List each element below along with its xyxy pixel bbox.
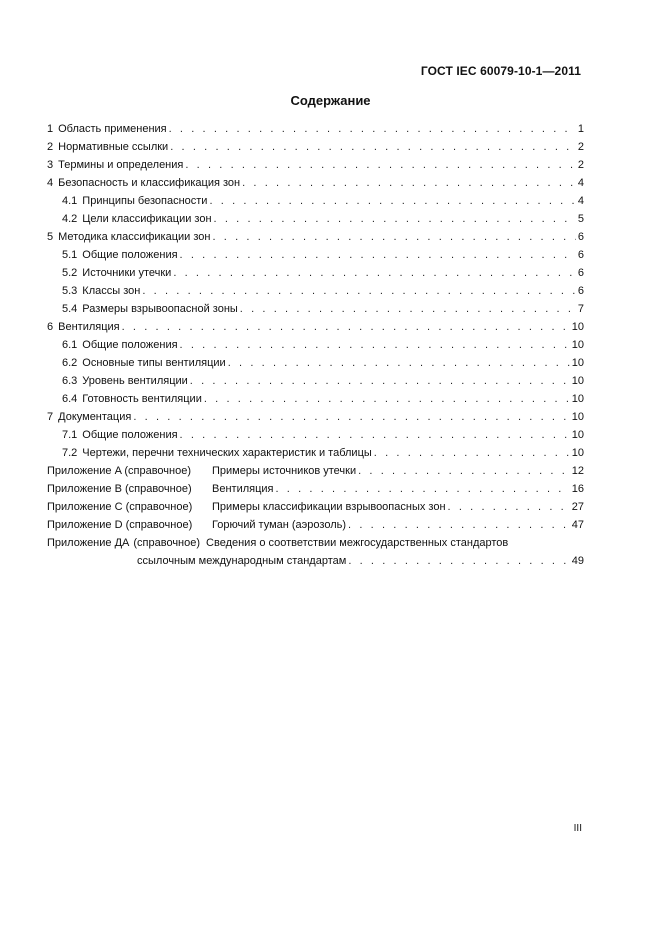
toc-entry-number: 6.3: [62, 375, 78, 387]
toc-entry: [47, 156, 584, 174]
toc-entry: [47, 408, 584, 426]
toc-entry: [47, 228, 584, 246]
appendix-title-line1: Сведения о соответствии межгосударственных стандартов: [206, 537, 509, 549]
toc-entry-number: 5.2: [62, 267, 78, 279]
toc-entry-title: Вентиляция: [58, 321, 120, 333]
toc-leader-dots: [180, 336, 570, 354]
toc-row[interactable]: [47, 210, 584, 228]
toc-entry-page: 10: [571, 411, 584, 423]
toc-entry-number: 4.2: [62, 213, 78, 225]
appendix-page: 12: [571, 465, 584, 477]
toc-entry-title: Чертежи, перечни технических характеристик и таблицы: [82, 447, 372, 459]
toc-appendix-da-row[interactable]: [47, 534, 584, 552]
toc-entry-number: 2: [47, 141, 54, 153]
toc-entry-title: Размеры взрывоопасной зоны: [82, 303, 238, 315]
appendix-page: 49: [571, 555, 584, 567]
toc-entry-page: 6: [577, 249, 584, 261]
toc-entry-page: 4: [577, 195, 584, 207]
document-code: ГОСТ IEC 60079-10-1—2011: [420, 64, 581, 78]
toc-entry-title: Методика классификации зон: [58, 231, 211, 243]
toc-leader-dots: [348, 516, 570, 534]
toc-entry: [62, 444, 584, 462]
toc-entry-number: 6.2: [62, 357, 78, 369]
toc-entry-page: 10: [571, 357, 584, 369]
toc-entry: [47, 120, 584, 138]
toc-row[interactable]: [47, 354, 584, 372]
toc-entry-title: Нормативные ссылки: [58, 141, 169, 153]
appendix-page: 16: [571, 483, 584, 495]
toc-entry-number: 5.1: [62, 249, 78, 261]
appendix-page: 47: [571, 519, 584, 531]
toc-leader-dots: [185, 156, 576, 174]
appendix-label: Приложение ДА: [47, 537, 130, 549]
toc-leader-dots: [448, 498, 570, 516]
toc-row[interactable]: [47, 426, 584, 444]
toc-entry: [47, 516, 584, 534]
toc-entry-number: 1: [47, 123, 54, 135]
toc-entry: [62, 246, 584, 264]
toc-entry-title: Термины и определения: [58, 159, 184, 171]
toc-entry-page: 10: [571, 447, 584, 459]
appendix-title: Примеры классификации взрывоопасных зон: [212, 501, 446, 513]
toc-entry-title: Общие положения: [82, 429, 178, 441]
toc-leader-dots: [142, 282, 576, 300]
toc-appendix-row[interactable]: [47, 480, 584, 498]
toc-leader-dots: [214, 210, 576, 228]
toc-entry-number: 5.3: [62, 285, 78, 297]
toc-leader-dots: [190, 372, 570, 390]
toc-entry-number: 6.1: [62, 339, 78, 351]
toc-entry-title: Документация: [58, 411, 132, 423]
toc-entry-number: 6: [47, 321, 54, 333]
toc-row[interactable]: [47, 138, 584, 156]
toc-entry: [62, 372, 584, 390]
toc-leader-dots: [122, 318, 570, 336]
toc-row[interactable]: [47, 282, 584, 300]
toc-row[interactable]: [47, 264, 584, 282]
toc-row[interactable]: [47, 246, 584, 264]
toc-leader-dots: [173, 264, 576, 282]
page-number-roman: III: [573, 823, 582, 834]
toc-entry: [47, 534, 584, 552]
toc-leader-dots: [180, 426, 570, 444]
toc-entry: [47, 480, 584, 498]
toc-entry-number: 3: [47, 159, 54, 171]
toc-entry-title: Основные типы вентиляции: [82, 357, 226, 369]
toc-entry-title: Общие положения: [82, 339, 178, 351]
toc-appendix-row[interactable]: [47, 498, 584, 516]
toc-row[interactable]: [47, 336, 584, 354]
toc-entry: [62, 264, 584, 282]
toc-entry: [62, 336, 584, 354]
toc-entry-title: Безопасность и классификация зон: [58, 177, 241, 189]
toc-entry-page: 10: [571, 375, 584, 387]
toc-row[interactable]: [47, 300, 584, 318]
appendix-kind: (справочное): [133, 537, 201, 549]
toc-entry-title: Цели классификации зон: [82, 213, 212, 225]
appendix-label: Приложение D (справочное): [47, 519, 193, 531]
toc-entry: [62, 282, 584, 300]
toc-row[interactable]: [47, 408, 584, 426]
toc-entry-page: 7: [577, 303, 584, 315]
toc-appendix-da-row-continued: [47, 552, 584, 570]
toc-entry-page: 10: [571, 339, 584, 351]
appendix-title: Примеры источников утечки: [212, 465, 357, 477]
toc-entry-page: 10: [571, 393, 584, 405]
toc-entry: [47, 318, 584, 336]
table-of-contents: [47, 120, 584, 570]
toc-entry-title: Уровень вентиляции: [82, 375, 188, 387]
toc-entry-number: 7.1: [62, 429, 78, 441]
toc-row[interactable]: [47, 444, 584, 462]
toc-entry-page: 10: [571, 429, 584, 441]
toc-entry: [47, 498, 584, 516]
toc-entry: [62, 390, 584, 408]
appendix-title-line2: ссылочным международным стандартам: [137, 555, 347, 567]
toc-row[interactable]: [47, 228, 584, 246]
toc-entry-title: Принципы безопасности: [82, 195, 208, 207]
toc-title: Содержание: [290, 93, 371, 108]
toc-leader-dots: [213, 228, 576, 246]
toc-leader-dots: [358, 462, 570, 480]
appendix-label: Приложение C (справочное): [47, 501, 193, 513]
toc-row[interactable]: [47, 120, 584, 138]
toc-entry-title: Классы зон: [82, 285, 141, 297]
toc-row[interactable]: [47, 318, 584, 336]
toc-entry-page: 10: [571, 321, 584, 333]
toc-entry: [62, 300, 584, 318]
appendix-page: 27: [571, 501, 584, 513]
toc-entry-page: 5: [577, 213, 584, 225]
toc-leader-dots: [228, 354, 570, 372]
toc-entry-page: 6: [577, 267, 584, 279]
toc-entry-number: 5.4: [62, 303, 78, 315]
toc-entry: [47, 174, 584, 192]
toc-entry-number: 7: [47, 411, 54, 423]
toc-entry: [47, 462, 584, 480]
toc-row[interactable]: [47, 156, 584, 174]
toc-leader-dots: [180, 246, 576, 264]
toc-leader-dots: [240, 300, 576, 318]
toc-entry: [62, 426, 584, 444]
toc-entry-number: 4.1: [62, 195, 78, 207]
toc-entry: [62, 210, 584, 228]
toc-leader-dots: [348, 552, 569, 570]
toc-entry-title: Область применения: [58, 123, 167, 135]
toc-leader-dots: [374, 444, 570, 462]
toc-leader-dots: [133, 408, 569, 426]
toc-entry-page: 2: [577, 159, 584, 171]
appendix-title: Вентиляция: [212, 483, 274, 495]
toc-leader-dots: [169, 120, 576, 138]
toc-entry: [137, 552, 584, 570]
toc-appendix-row[interactable]: [47, 516, 584, 534]
toc-leader-dots: [204, 390, 570, 408]
toc-entry-page: 6: [577, 285, 584, 297]
toc-entry-number: 7.2: [62, 447, 78, 459]
toc-leader-dots: [209, 192, 575, 210]
toc-entry-page: 6: [577, 231, 584, 243]
toc-entry: [62, 354, 584, 372]
appendix-label: Приложение A (справочное): [47, 465, 192, 477]
toc-entry-page: 4: [577, 177, 584, 189]
toc-entry-title: Источники утечки: [82, 267, 172, 279]
appendix-title: Горючий туман (аэрозоль): [212, 519, 347, 531]
toc-row[interactable]: [47, 192, 584, 210]
toc-entry-title: Готовность вентиляции: [82, 393, 202, 405]
toc-entry-page: 1: [577, 123, 584, 135]
toc-leader-dots: [242, 174, 576, 192]
toc-row[interactable]: [47, 174, 584, 192]
toc-entry: [47, 138, 584, 156]
toc-entry-title: Общие положения: [82, 249, 178, 261]
appendix-label: Приложение B (справочное): [47, 483, 192, 495]
toc-entry: [62, 192, 584, 210]
toc-entry-number: 4: [47, 177, 54, 189]
toc-leader-dots: [276, 480, 570, 498]
toc-leader-dots: [170, 138, 576, 156]
toc-row[interactable]: [47, 390, 584, 408]
toc-entry-number: 6.4: [62, 393, 78, 405]
toc-row[interactable]: [47, 372, 584, 390]
toc-entry-page: 2: [577, 141, 584, 153]
toc-appendix-row[interactable]: [47, 462, 584, 480]
toc-entry-number: 5: [47, 231, 54, 243]
